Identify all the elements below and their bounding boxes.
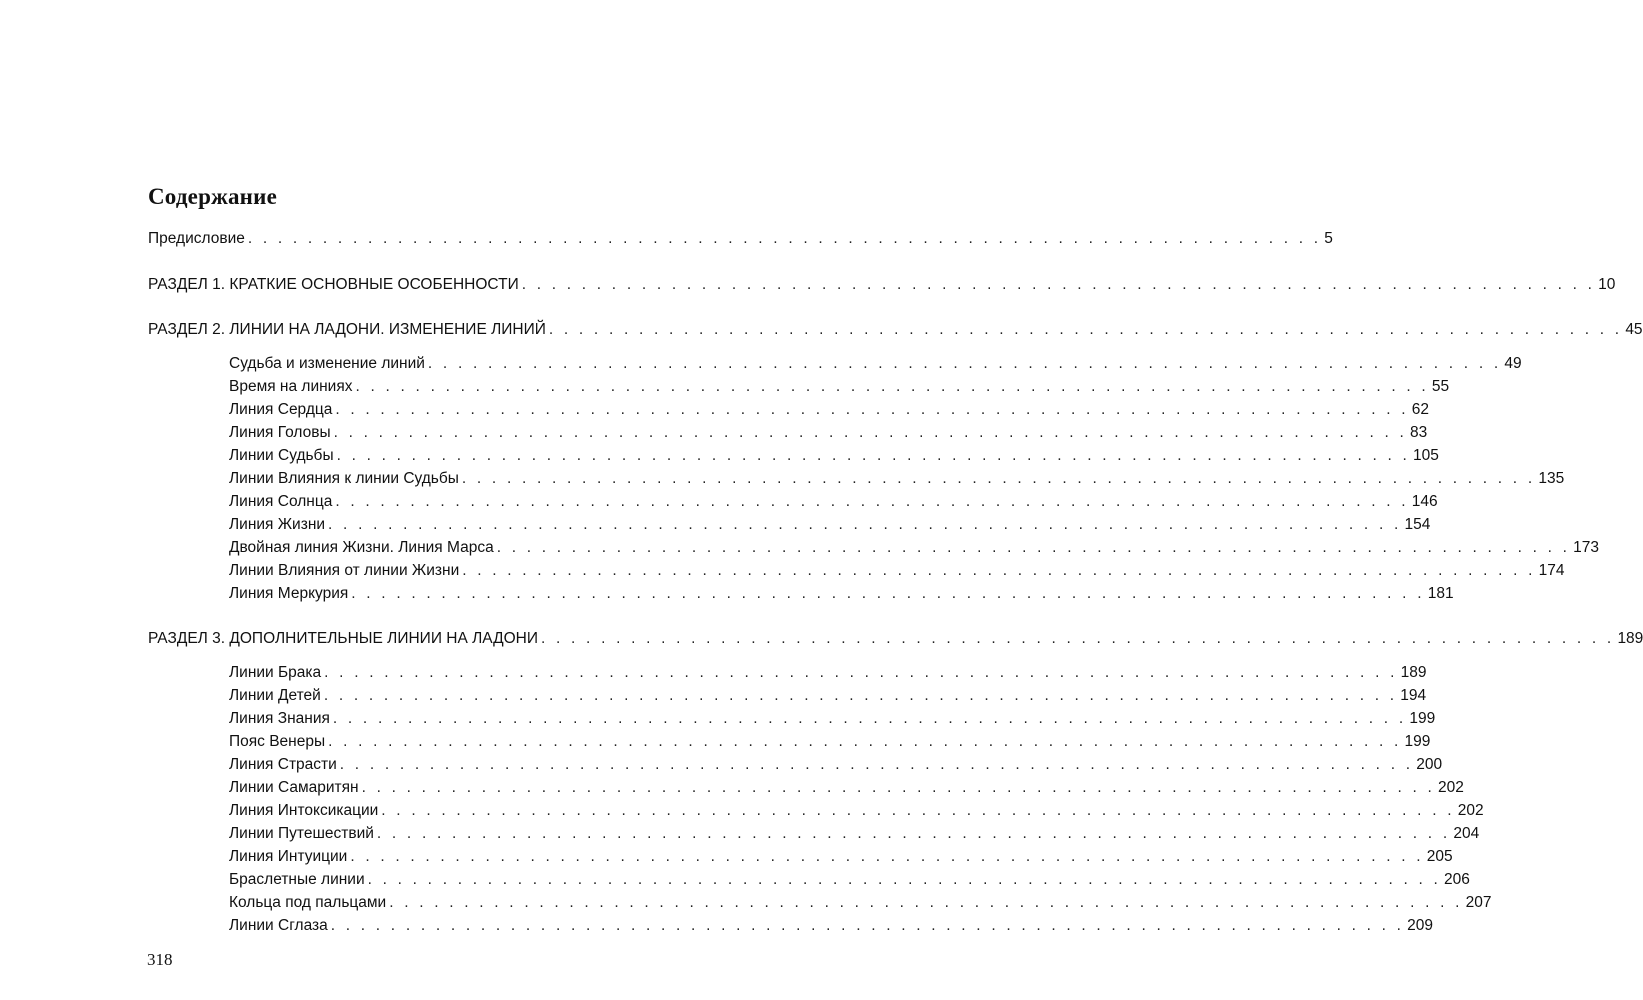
- dot-leader: . . . . . . . . . . . . . . . . . . . . . . . . . . . . . . . . . . . . . . . . . . . . . . . . . . . . . . . . . . . . . . . . . . . . . . . .: [521, 276, 1596, 293]
- toc-entry[interactable]: [229, 709, 1436, 729]
- dot-leader: . . . . . . . . . . . . . . . . . . . . . . . . . . . . . . . . . . . . . . . . . . . . . . . . . . . . . . . . . . . . . . . . . . . . . . . .: [335, 493, 1409, 510]
- toc-entry-page: 199: [1404, 733, 1431, 750]
- toc-entry-label: Линия Страсти: [229, 756, 337, 773]
- toc-entry-label: Линия Солнца: [229, 493, 333, 510]
- dot-leader: . . . . . . . . . . . . . . . . . . . . . . . . . . . . . . . . . . . . . . . . . . . . . . . . . . . . . . . . . . . . . . . . . . . . . . . .: [351, 585, 1425, 602]
- toc-entry[interactable]: [229, 824, 1480, 844]
- toc-entry[interactable]: [229, 663, 1427, 683]
- toc-entry-page: 202: [1457, 802, 1484, 819]
- toc-entry-page: 146: [1411, 493, 1438, 510]
- dot-leader: . . . . . . . . . . . . . . . . . . . . . . . . . . . . . . . . . . . . . . . . . . . . . . . . . . . . . . . . . . . . . . . . . . . . . . . .: [462, 562, 1536, 579]
- toc-entry-label: Кольца под пальцами: [229, 894, 387, 911]
- toc-entry[interactable]: [229, 400, 1430, 420]
- toc-entry[interactable]: [229, 755, 1443, 775]
- toc-entry-page: 189: [1400, 664, 1427, 681]
- dot-leader: . . . . . . . . . . . . . . . . . . . . . . . . . . . . . . . . . . . . . . . . . . . . . . . . . . . . . . . . . . . . . . . . . . . . . . . .: [548, 321, 1623, 338]
- toc-entry-page: 205: [1426, 848, 1453, 865]
- toc-entry[interactable]: [229, 916, 1434, 936]
- toc-entry-label: Линии Влияния к линии Судьбы: [229, 470, 459, 487]
- toc-entry-page: 5: [1324, 230, 1333, 247]
- dot-leader: . . . . . . . . . . . . . . . . . . . . . . . . . . . . . . . . . . . . . . . . . . . . . . . . . . . . . . . . . . . . . . . . . . . . . . . .: [376, 825, 1451, 842]
- toc-entry-label: Линии Брака: [229, 664, 322, 681]
- toc-entry-label: Линия Интуиции: [229, 848, 348, 865]
- toc-entry-page: 49: [1504, 355, 1522, 372]
- toc-entry-page: 62: [1411, 401, 1430, 418]
- toc-entry-label: Судьба и изменение линий: [229, 355, 425, 372]
- toc-entry[interactable]: [148, 229, 1333, 249]
- toc-entry-page: 174: [1538, 562, 1565, 579]
- toc-entry-label: Линия Жизни: [229, 516, 326, 533]
- toc-entry-label: Предисловие: [148, 230, 245, 247]
- toc-entry[interactable]: [229, 870, 1470, 890]
- toc-entry[interactable]: [229, 801, 1484, 821]
- dot-leader: . . . . . . . . . . . . . . . . . . . . . . . . . . . . . . . . . . . . . . . . . . . . . . . . . . . . . . . . . . . . . . . . . . . . . . . .: [336, 447, 1411, 464]
- toc-entry-label: Линия Сердца: [229, 401, 333, 418]
- toc-entry-page: 45: [1625, 321, 1643, 338]
- toc-heading: Содержание: [148, 184, 277, 209]
- toc-entry[interactable]: [229, 354, 1522, 374]
- toc-entry-page: 135: [1538, 470, 1565, 487]
- toc-entry-page: 194: [1400, 687, 1427, 704]
- toc-entry[interactable]: [229, 446, 1439, 466]
- toc-entry[interactable]: [148, 629, 1643, 649]
- toc-entry-label: РАЗДЕЛ 2. ЛИНИИ НА ЛАДОНИ. ИЗМЕНЕНИЕ ЛИНИЙ: [148, 321, 546, 338]
- dot-leader: . . . . . . . . . . . . . . . . . . . . . . . . . . . . . . . . . . . . . . . . . . . . . . . . . . . . . . . . . . . . . . . . . . . . . . . .: [324, 664, 1398, 681]
- dot-leader: . . . . . . . . . . . . . . . . . . . . . . . . . . . . . . . . . . . . . . . . . . . . . . . . . . . . . . . . . . . . . . . . . . . . . . . .: [328, 733, 1402, 750]
- dot-leader: . . . . . . . . . . . . . . . . . . . . . . . . . . . . . . . . . . . . . . . . . . . . . . . . . . . . . . . . . . . . . . . . . . . . . . . .: [332, 710, 1407, 727]
- toc-entry-label: РАЗДЕЛ 1. КРАТКИЕ ОСНОВНЫЕ ОСОБЕННОСТИ: [148, 276, 519, 293]
- toc-entry-page: 55: [1431, 378, 1450, 395]
- dot-leader: . . . . . . . . . . . . . . . . . . . . . . . . . . . . . . . . . . . . . . . . . . . . . . . . . . . . . . . . . . . . . . . . . . . . . . . .: [333, 424, 1408, 441]
- dot-leader: . . . . . . . . . . . . . . . . . . . . . . . . . . . . . . . . . . . . . . . . . . . . . . . . . . . . . . . . . . . . . . . . . . . . . . . .: [496, 539, 1571, 556]
- toc-entry[interactable]: [229, 515, 1431, 535]
- toc-entry-page: 105: [1413, 447, 1439, 464]
- toc-entry[interactable]: [229, 686, 1427, 706]
- toc-entry-label: Линия Головы: [229, 424, 331, 441]
- toc-entry-page: 204: [1453, 825, 1480, 842]
- toc-entry-page: 10: [1598, 276, 1616, 293]
- toc-entry[interactable]: [229, 561, 1565, 581]
- toc-entry-label: Двойная линия Жизни. Линия Марса: [229, 539, 494, 556]
- toc-entry[interactable]: [229, 538, 1599, 558]
- toc-entry-page: 189: [1617, 630, 1643, 647]
- toc-entry[interactable]: [229, 732, 1431, 752]
- dot-leader: . . . . . . . . . . . . . . . . . . . . . . . . . . . . . . . . . . . . . . . . . . . . . . . . . . . . . . . . . . . . . . . . . . . . . . . .: [381, 802, 1455, 819]
- dot-leader: . . . . . . . . . . . . . . . . . . . . . . . . . . . . . . . . . . . . . . . . . . . . . . . . . . . . . . . . . . . . . . . . . . . . . . . .: [427, 355, 1502, 372]
- toc-entry[interactable]: [148, 275, 1616, 295]
- toc-entry-page: 207: [1465, 894, 1492, 911]
- dot-leader: . . . . . . . . . . . . . . . . . . . . . . . . . . . . . . . . . . . . . . . . . . . . . . . . . . . . . . . . . . . . . . . . . . . . . . . .: [339, 756, 1414, 773]
- toc-entry-page: 202: [1438, 779, 1464, 796]
- toc-entry[interactable]: [229, 893, 1492, 913]
- toc-entry-page: 181: [1427, 585, 1454, 602]
- toc-entry-label: Линии Влияния от линии Жизни: [229, 562, 460, 579]
- dot-leader: . . . . . . . . . . . . . . . . . . . . . . . . . . . . . . . . . . . . . . . . . . . . . . . . . . . . . . . . . . . . . . . . . . . . . . . .: [323, 687, 1398, 704]
- toc-entry-label: Время на линиях: [229, 378, 353, 395]
- toc-entry-page: 206: [1444, 871, 1470, 888]
- toc-entry[interactable]: [148, 320, 1643, 340]
- toc-entry[interactable]: [229, 377, 1450, 397]
- toc-entry[interactable]: [229, 584, 1454, 604]
- dot-leader: . . . . . . . . . . . . . . . . . . . . . . . . . . . . . . . . . . . . . . . . . . . . . . . . . . . . . . . . . . . . . . . . . . . . . . . .: [541, 630, 1615, 647]
- toc-entry-page: 199: [1409, 710, 1436, 727]
- toc-entry-page: 173: [1573, 539, 1599, 556]
- dot-leader: . . . . . . . . . . . . . . . . . . . . . . . . . . . . . . . . . . . . . . . . . . . . . . . . . . . . . . . . . . . . . . . . . . . . . . . .: [350, 848, 1424, 865]
- page-number: 318: [147, 950, 173, 969]
- toc-entry-label: Линии Самаритян: [229, 779, 359, 796]
- dot-leader: . . . . . . . . . . . . . . . . . . . . . . . . . . . . . . . . . . . . . . . . . . . . . . . . . . . . . . . . . . . . . . . . . . . . . . . .: [355, 378, 1429, 395]
- toc-entry[interactable]: [229, 847, 1453, 867]
- toc-entry-page: 200: [1416, 756, 1443, 773]
- dot-leader: . . . . . . . . . . . . . . . . . . . . . . . . . . . . . . . . . . . . . . . . . . . . . . . . . . . . . . . . . . . . . . . . . . . . . . . .: [389, 894, 1463, 911]
- dot-leader: . . . . . . . . . . . . . . . . . . . . . . . . . . . . . . . . . . . . . . . . . . . . . . . . . . . . . . . . . . . . . . . . . . . . . . . .: [461, 470, 1536, 487]
- toc-entry-page: 83: [1410, 424, 1428, 441]
- toc-entry-label: Линии Судьбы: [229, 447, 334, 464]
- toc-entry-label: Линии Детей: [229, 687, 321, 704]
- dot-leader: . . . . . . . . . . . . . . . . . . . . . . . . . . . . . . . . . . . . . . . . . . . . . . . . . . . . . . . . . . . . . . . . . . . . . . . .: [328, 516, 1402, 533]
- toc-entry-label: Линия Интоксикации: [229, 802, 379, 819]
- toc-entry-label: Линии Путешествий: [229, 825, 374, 842]
- dot-leader: . . . . . . . . . . . . . . . . . . . . . . . . . . . . . . . . . . . . . . . . . . . . . . . . . . . . . . . . . . . . . . . . . . . . . . . .: [367, 871, 1442, 888]
- toc-entry-page: 209: [1407, 917, 1434, 934]
- toc-entry[interactable]: [229, 423, 1428, 443]
- toc-entry-label: Линия Знания: [229, 710, 330, 727]
- toc-entry-label: Пояс Венеры: [229, 733, 326, 750]
- dot-leader: . . . . . . . . . . . . . . . . . . . . . . . . . . . . . . . . . . . . . . . . . . . . . . . . . . . . . . . . . . . . . . . . . . . . . . . .: [247, 230, 1322, 247]
- toc-entry[interactable]: [229, 492, 1438, 512]
- dot-leader: . . . . . . . . . . . . . . . . . . . . . . . . . . . . . . . . . . . . . . . . . . . . . . . . . . . . . . . . . . . . . . . . . . . . . . . .: [335, 401, 1409, 418]
- dot-leader: . . . . . . . . . . . . . . . . . . . . . . . . . . . . . . . . . . . . . . . . . . . . . . . . . . . . . . . . . . . . . . . . . . . . . . . .: [330, 917, 1405, 934]
- toc-entry[interactable]: [229, 469, 1565, 489]
- toc-entry[interactable]: [229, 778, 1464, 798]
- toc-entry-label: РАЗДЕЛ 3. ДОПОЛНИТЕЛЬНЫЕ ЛИНИИ НА ЛАДОНИ: [148, 630, 539, 647]
- toc-entry-page: 154: [1404, 516, 1431, 533]
- toc-entry-label: Линии Сглаза: [229, 917, 328, 934]
- dot-leader: . . . . . . . . . . . . . . . . . . . . . . . . . . . . . . . . . . . . . . . . . . . . . . . . . . . . . . . . . . . . . . . . . . . . . . . .: [361, 779, 1436, 796]
- toc-entry-label: Браслетные линии: [229, 871, 365, 888]
- toc-entry-label: Линия Меркурия: [229, 585, 349, 602]
